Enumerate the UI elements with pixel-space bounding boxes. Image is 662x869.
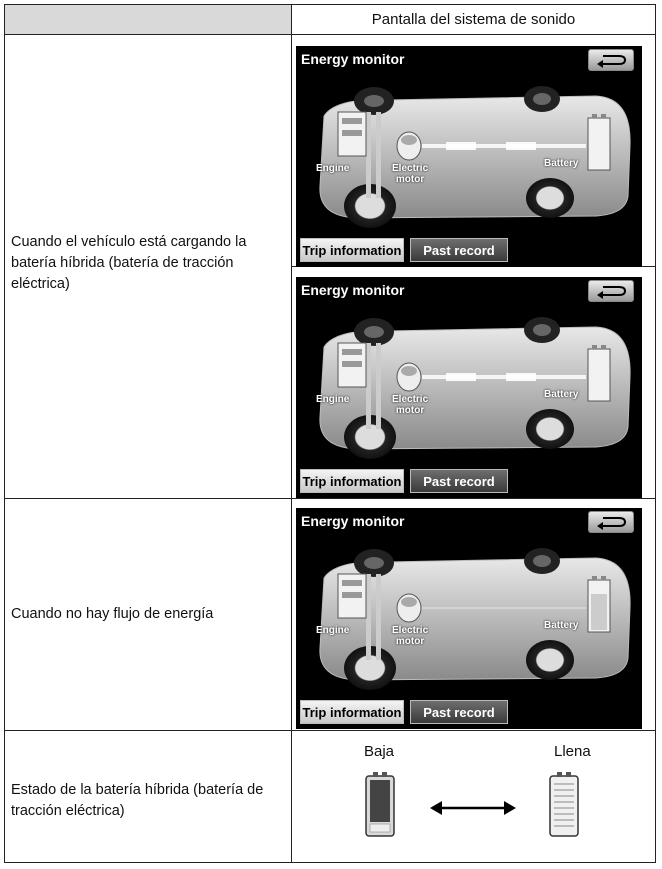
wheel-icon [524,548,560,574]
motor-label [392,625,428,647]
wheel-icon [526,178,574,218]
energy-monitor-screen [296,46,642,267]
battery-icon [588,576,610,632]
car-diagram [296,508,642,729]
battery-low-label: Baja [364,743,395,760]
return-arrow-icon [589,281,633,301]
wheel-icon [524,317,560,343]
motor-label [392,394,428,416]
engine-label: Engine [316,163,350,174]
return-arrow-icon [589,512,633,532]
header-empty-cell [5,5,291,34]
double-arrow-icon [430,801,516,815]
wheel-icon [354,87,394,115]
battery-icon [588,114,610,170]
wheel-icon [354,549,394,577]
wheel-icon [524,86,560,112]
past-record-button[interactable]: Past record [410,700,508,724]
screen-title: Energy monitor [301,282,405,298]
motor-label-line2: motor [395,405,425,416]
motor-label-line1: Electric [392,394,429,405]
energy-monitor-screen [296,508,642,729]
trip-information-button[interactable]: Trip information [300,238,404,262]
column-divider [291,5,292,862]
motor-label-line2: motor [395,636,425,647]
engine-label: Engine [316,625,350,636]
back-button[interactable] [588,511,634,533]
header-sound-system-screen: Pantalla del sistema de sonido [292,5,655,34]
engine-icon [338,574,366,618]
motor-label [392,163,428,185]
battery-label: Battery [544,389,579,400]
row-divider [5,498,655,499]
trip-information-button[interactable]: Trip information [300,469,404,493]
motor-label-line1: Electric [392,625,429,636]
car-diagram [296,277,642,498]
row-divider [5,730,655,731]
motor-label-line2: motor [395,174,425,185]
screen-title: Energy monitor [301,513,405,529]
row-label-no-flow: Cuando no hay flujo de energía [11,606,214,622]
battery-full-label: Llena [554,743,591,760]
battery-state-diagram [360,770,620,842]
row-divider [5,34,655,35]
battery-label: Battery [544,620,579,631]
energy-monitor-screen [296,277,642,498]
row-label-battery-state: Estado de la batería híbrida (batería de tracción eléctrica) [11,782,264,819]
back-button[interactable] [588,280,634,302]
back-button[interactable] [588,49,634,71]
battery-low-icon [366,772,394,836]
trip-information-button[interactable]: Trip information [300,700,404,724]
engine-label: Engine [316,394,350,405]
wheel-icon [526,409,574,449]
electric-motor-icon [397,363,421,391]
battery-icon [588,345,610,401]
battery-full-icon [550,772,578,836]
car-diagram [296,46,642,267]
engine-icon [338,343,366,387]
wheel-icon [526,640,574,680]
row-label-charging: Cuando el vehículo está cargando la batería híbrida (batería de tracción eléctrica) [11,234,247,292]
past-record-button[interactable]: Past record [410,238,508,262]
screen-title: Energy monitor [301,51,405,67]
wheel-icon [354,318,394,346]
electric-motor-icon [397,132,421,160]
battery-label: Battery [544,158,579,169]
past-record-button[interactable]: Past record [410,469,508,493]
return-arrow-icon [589,50,633,70]
engine-icon [338,112,366,156]
motor-label-line1: Electric [392,163,429,174]
electric-motor-icon [397,594,421,622]
